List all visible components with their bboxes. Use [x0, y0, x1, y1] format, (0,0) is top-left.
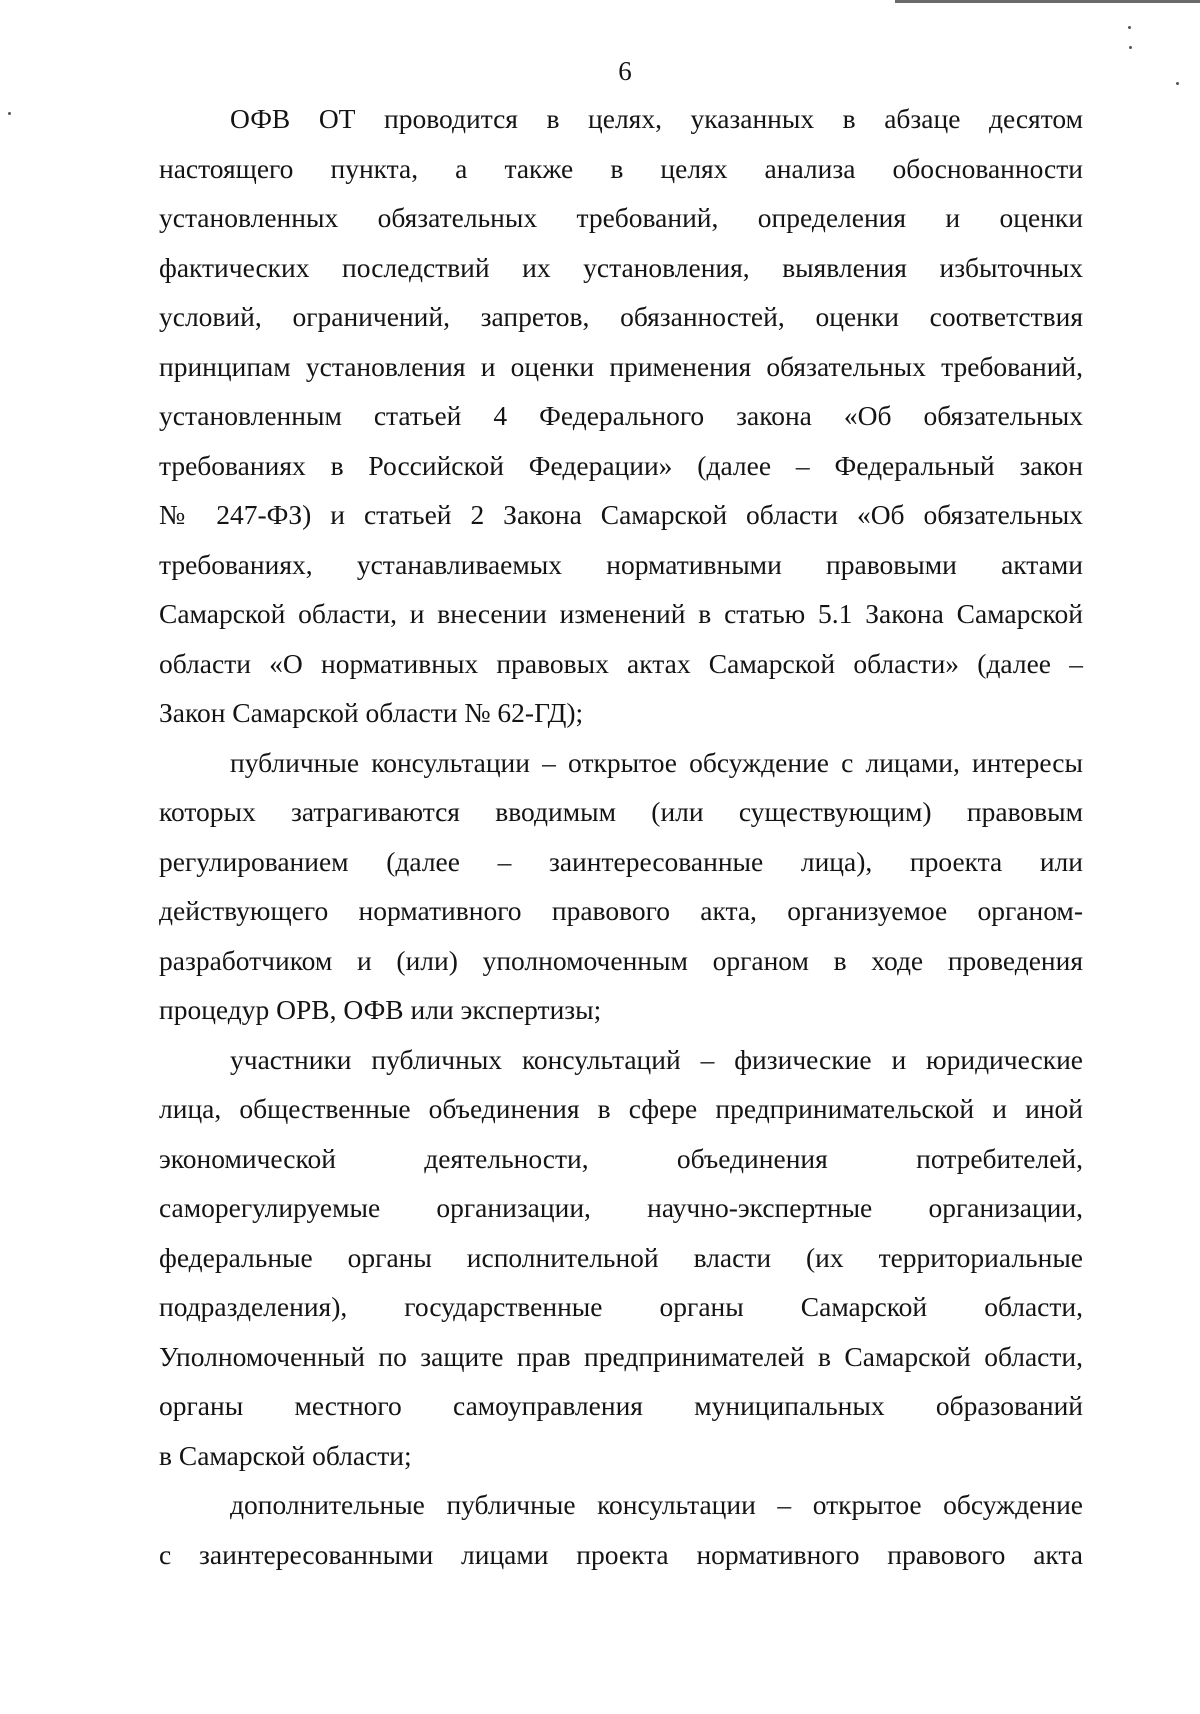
text-line: установленным статьей 4 Федерального закона «Об обязательных: [159, 400, 1083, 431]
text-line: участники публичных консультаций – физические и юридические: [230, 1043, 1083, 1075]
scan-edge-line: [895, 0, 1200, 3]
text-line: области «О нормативных правовых актах Самарской области» (далее –: [159, 647, 1083, 679]
text-line: саморегулируемые организации, научно-экспертные организации,: [159, 1192, 1083, 1223]
paragraph: [159, 738, 1083, 1035]
text-line: действующего нормативного правового акта, организуемое органом-: [159, 895, 1083, 926]
text-line: разработчиком и (или) уполномоченным органом в ходе проведения: [159, 944, 1083, 976]
text-line: публичные консультации – открытое обсуждение с лицами, интересы: [230, 746, 1083, 778]
scan-speck: [8, 112, 11, 115]
text-line: установленных обязательных требований, определения и оценки: [159, 202, 1083, 233]
text-line: дополнительные публичные консультации – открытое обсуждение: [230, 1489, 1083, 1520]
text-line: которых затрагиваются вводимым (или существующим) правовым: [159, 796, 1083, 827]
text-line: подразделения), государственные органы Самарской области,: [159, 1291, 1083, 1322]
text-line: регулированием (далее – заинтересованные лица), проекта или: [159, 845, 1083, 877]
text-line: Самарской области, и внесении изменений в статью 5.1 Закона Самарской: [159, 598, 1083, 629]
document-body: [159, 94, 1083, 1579]
text-line: экономической деятельности, объединения потребителей,: [159, 1142, 1083, 1174]
text-line: настоящего пункта, а также в целях анализа обоснованности: [159, 152, 1083, 184]
paragraph: [159, 1480, 1083, 1579]
page-number: 6: [618, 56, 632, 86]
text-line: № 247-ФЗ) и статьей 2 Закона Самарской области «Об обязательных: [159, 499, 1083, 530]
text-line: принципам установления и оценки применения обязательных требований,: [159, 350, 1083, 382]
text-line: условий, ограничений, запретов, обязанностей, оценки соответствия: [159, 301, 1083, 332]
paragraph: [159, 94, 1083, 738]
scan-speck: [1128, 26, 1131, 29]
scan-speck: [1129, 46, 1132, 49]
text-line: требованиях в Российской Федерации» (далее – Федеральный закон: [159, 449, 1083, 481]
text-line: Закон Самарской области № 62-ГД);: [159, 697, 584, 728]
text-line: в Самарской области;: [159, 1439, 412, 1471]
text-line: процедур ОРВ, ОФВ или экспертизы;: [159, 994, 602, 1025]
text-line: с заинтересованными лицами проекта нормативного правового акта: [159, 1538, 1083, 1570]
text-line: лица, общественные объединения в сфере предпринимательской и иной: [159, 1093, 1083, 1124]
text-line: федеральные органы исполнительной власти (их территориальные: [159, 1241, 1083, 1273]
text-line: органы местного самоуправления муниципальных образований: [159, 1390, 1083, 1421]
text-line: требованиях, устанавливаемых нормативными правовыми актами: [159, 548, 1083, 580]
paragraph: [159, 1035, 1083, 1481]
text-line: ОФВ ОТ проводится в целях, указанных в абзаце десятом: [230, 103, 1083, 134]
text-line: Уполномоченный по защите прав предпринимателей в Самарской области,: [159, 1340, 1083, 1372]
text-line: фактических последствий их установления, выявления избыточных: [159, 251, 1083, 283]
